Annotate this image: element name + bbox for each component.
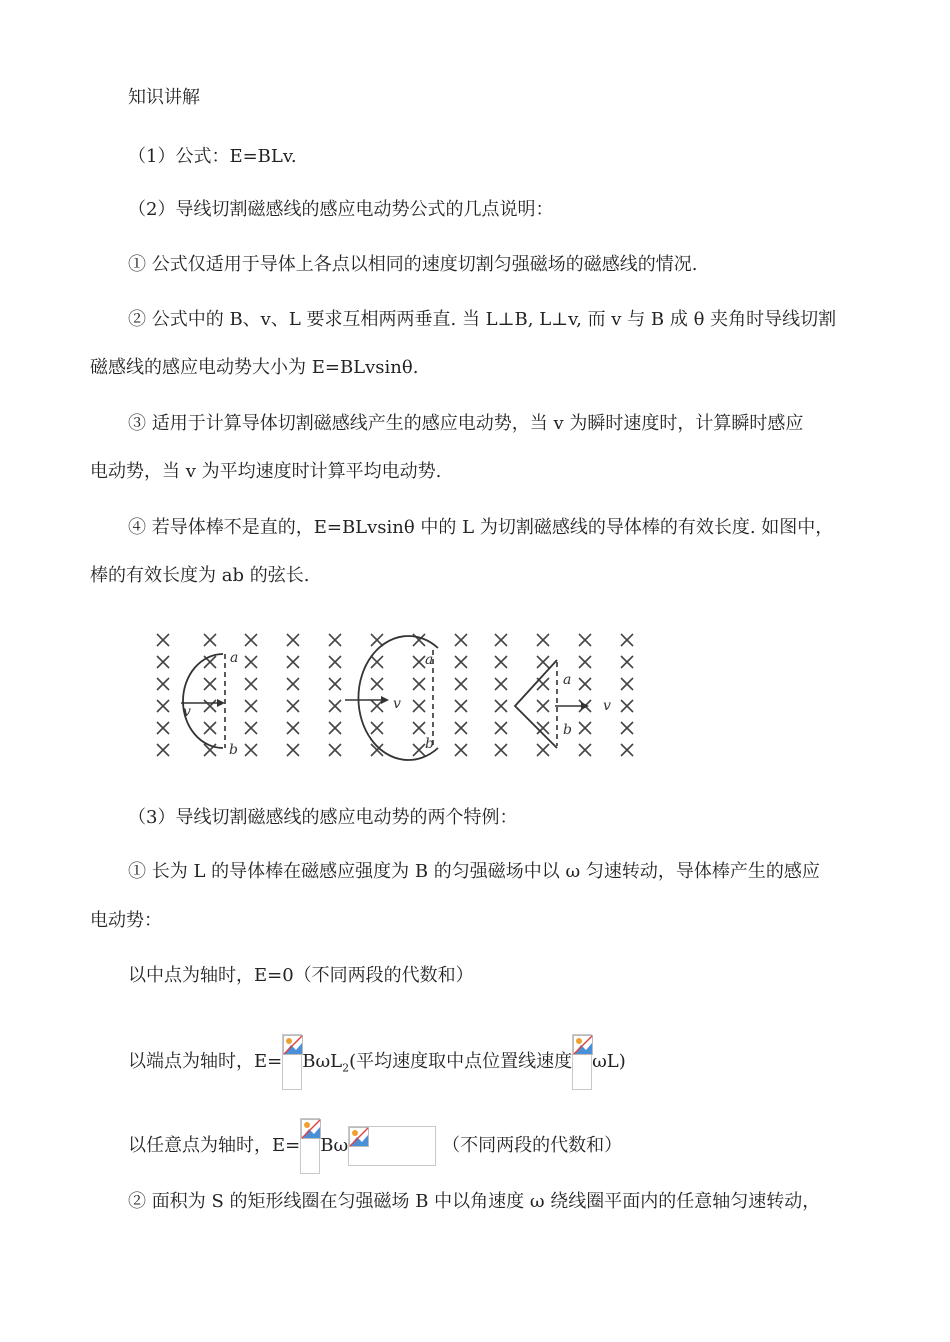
field-cross [455, 722, 467, 734]
field-cross [371, 634, 383, 646]
field-cross [495, 744, 507, 756]
label-b-1: b [229, 742, 238, 758]
field-cross [157, 678, 169, 690]
broken-image-icon [349, 1127, 369, 1147]
field-cross [371, 678, 383, 690]
endpoint-tail: ωL) [592, 1051, 626, 1072]
note-2-line-1: ② 公式中的 B、v、L 要求互相两两垂直. 当 L⊥B, L⊥v, 而 v 与 B 成 θ 夹角时导线切割 [128, 309, 837, 330]
field-cross [371, 722, 383, 734]
field-cross [413, 722, 425, 734]
note-1: ① 公式仅适用于导体上各点以相同的速度切割匀强磁场的磁感线的情况. [128, 254, 698, 275]
field-cross [157, 722, 169, 734]
field-cross [204, 678, 216, 690]
note-4-line-2: 棒的有效长度为 ab 的弦长. [90, 565, 310, 586]
endpoint-b-omega-l: BωL [302, 1051, 343, 1072]
case-1-line-2: 电动势： [90, 910, 162, 931]
field-cross [287, 744, 299, 756]
formula-line: （1）公式：E=BLv. [128, 146, 297, 167]
arbitrary-prefix: 以任意点为轴时，E= [128, 1135, 301, 1156]
label-a-3: a [563, 672, 572, 688]
field-cross [537, 722, 549, 734]
field-cross [579, 744, 591, 756]
field-cross [455, 678, 467, 690]
field-cross [413, 656, 425, 668]
field-cross [413, 678, 425, 690]
field-cross [204, 722, 216, 734]
label-a-2: a [425, 652, 434, 668]
field-cross [579, 722, 591, 734]
field-cross [413, 700, 425, 712]
field-cross [287, 678, 299, 690]
field-cross [537, 634, 549, 646]
section-heading: 知识讲解 [128, 87, 200, 108]
case-1-line-1: ① 长为 L 的导体棒在磁感应强度为 B 的匀强磁场中以 ω 匀速转动，导体棒产生的感应 [128, 861, 820, 882]
field-cross [245, 678, 257, 690]
special-cases-heading: （3）导线切割磁感线的感应电动势的两个特例： [128, 807, 518, 828]
field-cross [621, 722, 633, 734]
broken-image-icon [283, 1035, 303, 1055]
note-3-line-2: 电动势，当 v 为平均速度时计算平均电动势. [90, 461, 442, 482]
label-v-2: v [393, 696, 401, 712]
field-cross [157, 744, 169, 756]
endpoint-subscript: 2 [342, 1061, 350, 1075]
field-cross [204, 700, 216, 712]
field-cross [621, 634, 633, 646]
field-cross [621, 700, 633, 712]
field-cross [245, 722, 257, 734]
broken-image-icon [301, 1119, 321, 1139]
broken-image [282, 1034, 302, 1090]
field-cross [287, 656, 299, 668]
case-2-line-1: ② 面积为 S 的矩形线圈在匀强磁场 B 中以角速度 ω 绕线圈平面内的任意轴匀速转动， [128, 1191, 821, 1212]
broken-image [348, 1126, 436, 1166]
magnetic-field-figure [155, 630, 637, 762]
field-cross [495, 656, 507, 668]
arbitrary-axis-line [128, 1118, 622, 1174]
label-a-1: a [230, 650, 239, 666]
arbitrary-b-omega: Bω [320, 1135, 349, 1156]
label-b-3: b [563, 722, 572, 738]
field-cross [455, 744, 467, 756]
label-v-3: v [603, 698, 611, 714]
field-cross [455, 656, 467, 668]
field-cross [621, 744, 633, 756]
field-cross [455, 700, 467, 712]
field-cross [245, 656, 257, 668]
field-cross [329, 634, 341, 646]
field-cross [537, 656, 549, 668]
field-cross [157, 700, 169, 712]
field-cross [621, 656, 633, 668]
field-cross [495, 678, 507, 690]
arbitrary-tail: （不同两段的代数和） [442, 1135, 623, 1156]
field-cross [495, 722, 507, 734]
field-cross [579, 634, 591, 646]
note-4-line-1: ④ 若导体棒不是直的，E=BLvsinθ 中的 L 为切割磁感线的导体棒的有效长度. 如图中， [128, 517, 834, 538]
field-cross [329, 700, 341, 712]
field-cross [579, 656, 591, 668]
endpoint-axis-line [128, 1034, 626, 1090]
field-cross [329, 656, 341, 668]
field-cross [245, 744, 257, 756]
field-cross [245, 700, 257, 712]
notes-heading: （2）导线切割磁感线的感应电动势公式的几点说明： [128, 199, 554, 220]
endpoint-paren: (平均速度取中点位置线速度 [349, 1051, 573, 1072]
field-cross [287, 722, 299, 734]
field-cross [537, 744, 549, 756]
midpoint-axis-line: 以中点为轴时，E=0（不同两段的代数和） [128, 965, 474, 986]
field-cross [537, 700, 549, 712]
v-shape-conductor [515, 660, 557, 748]
broken-image-icon [573, 1035, 593, 1055]
broken-image [572, 1034, 592, 1090]
field-cross [287, 700, 299, 712]
label-v-1: v [183, 704, 191, 720]
field-crosses [157, 634, 633, 756]
label-b-2: b [425, 736, 434, 752]
field-cross [157, 656, 169, 668]
field-cross [329, 678, 341, 690]
field-cross [329, 744, 341, 756]
note-2-line-2: 磁感线的感应电动势大小为 E=BLvsinθ. [90, 357, 419, 378]
field-cross [413, 744, 425, 756]
broken-image [300, 1118, 320, 1174]
field-cross [495, 634, 507, 646]
field-cross [455, 634, 467, 646]
field-cross [287, 634, 299, 646]
field-cross [579, 678, 591, 690]
field-cross [245, 634, 257, 646]
field-cross [157, 634, 169, 646]
endpoint-prefix: 以端点为轴时，E= [128, 1051, 283, 1072]
note-3-line-1: ③ 适用于计算导体切割磁感线产生的感应电动势，当 v 为瞬时速度时，计算瞬时感应 [128, 413, 804, 434]
field-cross [621, 678, 633, 690]
field-cross [204, 634, 216, 646]
field-cross [495, 700, 507, 712]
field-cross [371, 656, 383, 668]
field-cross [329, 722, 341, 734]
